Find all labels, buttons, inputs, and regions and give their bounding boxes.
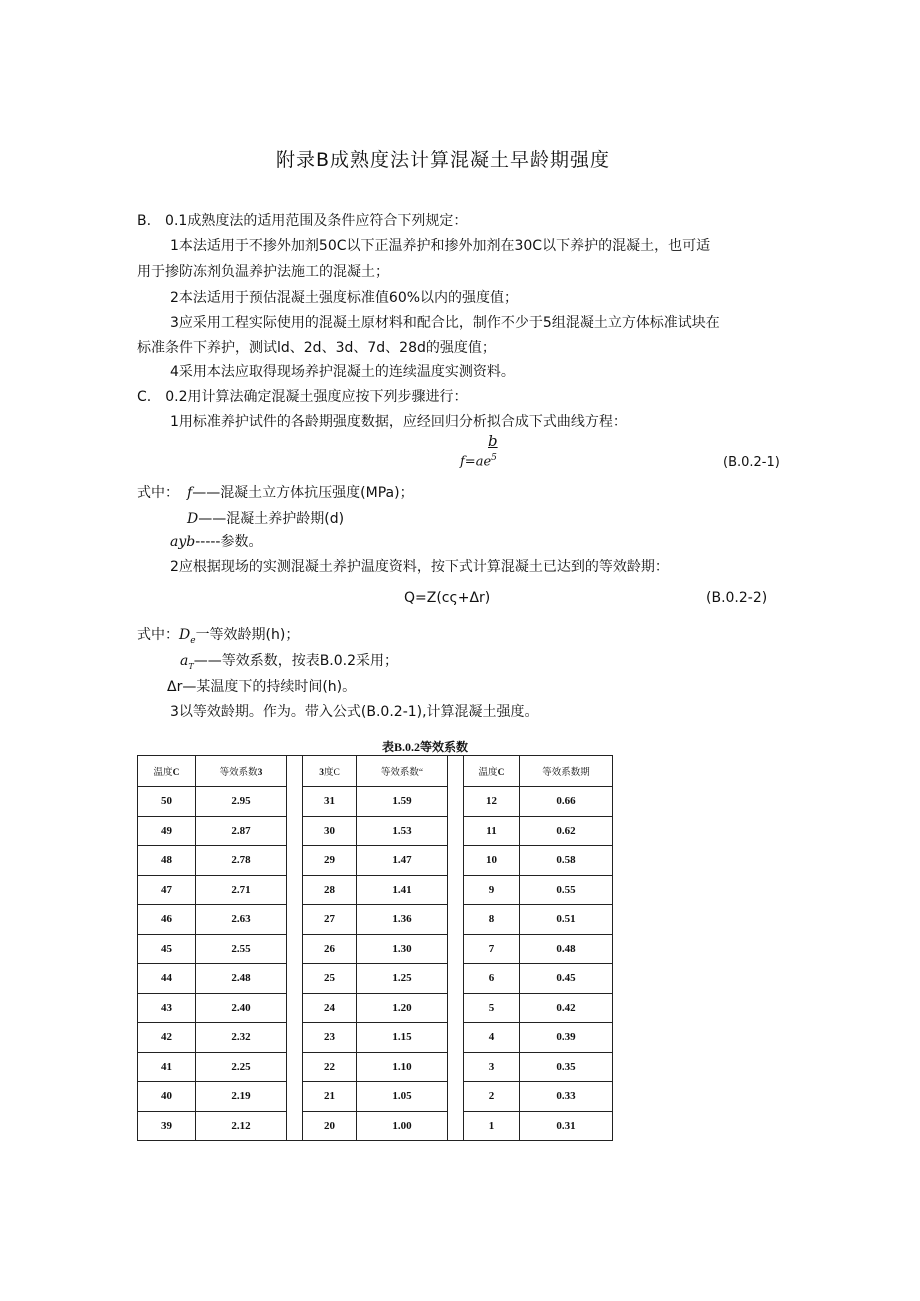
table-row bbox=[138, 964, 613, 994]
cell-temp-2: 21 bbox=[303, 1082, 357, 1112]
table-row bbox=[138, 1082, 613, 1112]
cell-temp-3: 12 bbox=[464, 787, 520, 817]
formula1 bbox=[460, 453, 497, 469]
cell-temp-1: 42 bbox=[138, 1023, 196, 1053]
cell-temp-3: 7 bbox=[464, 934, 520, 964]
cell-coef-1: 2.55 bbox=[196, 934, 287, 964]
clause-b01-item3-cont: 标准条件下养护，测试ld、2d、3d、7d、28d的强度值； bbox=[137, 340, 496, 356]
cell-temp-1: 41 bbox=[138, 1052, 196, 1082]
cell-temp-3: 10 bbox=[464, 846, 520, 876]
cell-temp-3: 9 bbox=[464, 875, 520, 905]
cell-coef-1: 2.95 bbox=[196, 787, 287, 817]
where3-symbol: ayb bbox=[170, 534, 196, 550]
cell-temp-2: 26 bbox=[303, 934, 357, 964]
cell-temp-1: 39 bbox=[138, 1111, 196, 1141]
table-row bbox=[138, 1052, 613, 1082]
cell-coef-1: 2.40 bbox=[196, 993, 287, 1023]
cell-temp-1: 44 bbox=[138, 964, 196, 994]
cell-temp-2: 28 bbox=[303, 875, 357, 905]
cell-temp-2: 23 bbox=[303, 1023, 357, 1053]
cell-temp-2: 29 bbox=[303, 846, 357, 876]
cell-coef-2: 1.10 bbox=[357, 1052, 448, 1082]
where3 bbox=[170, 531, 262, 551]
cell-temp-2: 31 bbox=[303, 787, 357, 817]
cell-temp-3: 6 bbox=[464, 964, 520, 994]
formula1-sup: 5 bbox=[491, 453, 497, 463]
cell-temp-2: 25 bbox=[303, 964, 357, 994]
where6: Δr—某温度下的持续时间(h)。 bbox=[167, 679, 357, 695]
header-coef-1: 等效系数3 bbox=[196, 756, 287, 787]
clause-c02-item1: 1用标准养护试件的各龄期强度数据，应经回归分析拟合成下式曲线方程： bbox=[170, 414, 627, 430]
where2-symbol: D bbox=[187, 511, 199, 527]
cell-coef-2: 1.41 bbox=[357, 875, 448, 905]
table-row bbox=[138, 816, 613, 846]
cell-temp-3: 5 bbox=[464, 993, 520, 1023]
cell-coef-1: 2.71 bbox=[196, 875, 287, 905]
table-row bbox=[138, 875, 613, 905]
where3-text: -----参数。 bbox=[195, 534, 263, 550]
cell-coef-2: 1.47 bbox=[357, 846, 448, 876]
cell-temp-3: 8 bbox=[464, 905, 520, 935]
table-row bbox=[138, 787, 613, 817]
cell-coef-1: 2.12 bbox=[196, 1111, 287, 1141]
cell-temp-2: 30 bbox=[303, 816, 357, 846]
where4-text: 一等效龄期(h)； bbox=[195, 627, 300, 643]
formula2: Q=Z(cς+Δr) bbox=[404, 590, 491, 606]
cell-coef-3: 0.45 bbox=[520, 964, 613, 994]
where1 bbox=[137, 482, 414, 502]
cell-temp-1: 48 bbox=[138, 846, 196, 876]
where1-label: 式中： bbox=[137, 485, 179, 501]
cell-coef-3: 0.51 bbox=[520, 905, 613, 935]
where5-symbol: a bbox=[180, 653, 189, 669]
cell-temp-2: 27 bbox=[303, 905, 357, 935]
table-row bbox=[138, 1111, 613, 1141]
clause-b01-item3: 3应采用工程实际使用的混凝土原材料和配合比，制作不少于5组混凝土立方体标准试块在 bbox=[170, 315, 720, 331]
cell-coef-1: 2.19 bbox=[196, 1082, 287, 1112]
cell-temp-2: 22 bbox=[303, 1052, 357, 1082]
where5-text: ——等效系数，按表B.0.2采用； bbox=[193, 653, 399, 669]
table-row bbox=[138, 934, 613, 964]
table-row bbox=[138, 846, 613, 876]
cell-coef-1: 2.63 bbox=[196, 905, 287, 935]
where4-label: 式中： bbox=[137, 627, 179, 643]
cell-coef-3: 0.66 bbox=[520, 787, 613, 817]
cell-coef-2: 1.20 bbox=[357, 993, 448, 1023]
table-row bbox=[138, 1023, 613, 1053]
cell-coef-3: 0.58 bbox=[520, 846, 613, 876]
header-temp-1: 温度C bbox=[138, 756, 196, 787]
table-gap-1 bbox=[287, 756, 303, 1141]
cell-coef-3: 0.62 bbox=[520, 816, 613, 846]
formula2-number: (B.0.2-2) bbox=[706, 590, 768, 606]
cell-temp-3: 4 bbox=[464, 1023, 520, 1053]
clause-b01: B. 0.1成熟度法的适用范围及条件应符合下列规定： bbox=[137, 213, 468, 229]
where5 bbox=[180, 650, 398, 671]
clause-b01-item2: 2本法适用于预估混凝土强度标准值60%以内的强度值； bbox=[170, 290, 519, 306]
cell-coef-2: 1.25 bbox=[357, 964, 448, 994]
cell-coef-2: 1.15 bbox=[357, 1023, 448, 1053]
cell-temp-1: 43 bbox=[138, 993, 196, 1023]
header-temp-2: 3度C bbox=[303, 756, 357, 787]
header-coef-3: 等效系数期 bbox=[520, 756, 613, 787]
clause-c02-item2: 2应根据现场的实测混凝土养护温度资料，按下式计算混凝土已达到的等效龄期： bbox=[170, 559, 669, 575]
clause-c02: C. 0.2用计算法确定混凝土强度应按下列步骤进行： bbox=[137, 389, 468, 405]
equivalent-coefficient-table bbox=[137, 755, 613, 1141]
cell-temp-2: 20 bbox=[303, 1111, 357, 1141]
cell-coef-2: 1.36 bbox=[357, 905, 448, 935]
header-coef-2: 等效系数“ bbox=[357, 756, 448, 787]
header-temp-3: 温度C bbox=[464, 756, 520, 787]
cell-temp-3: 2 bbox=[464, 1082, 520, 1112]
where1-text: ——混凝土立方体抗压强度(MPa)； bbox=[192, 485, 414, 501]
cell-coef-3: 0.31 bbox=[520, 1111, 613, 1141]
cell-coef-3: 0.55 bbox=[520, 875, 613, 905]
cell-coef-1: 2.87 bbox=[196, 816, 287, 846]
where4-subscript: e bbox=[190, 635, 196, 646]
where4 bbox=[137, 624, 299, 646]
cell-temp-3: 3 bbox=[464, 1052, 520, 1082]
cell-coef-2: 1.59 bbox=[357, 787, 448, 817]
cell-temp-1: 45 bbox=[138, 934, 196, 964]
table-gap-2 bbox=[448, 756, 464, 1141]
table-caption: 表B.0.2等效系数 bbox=[382, 740, 469, 754]
cell-coef-2: 1.53 bbox=[357, 816, 448, 846]
cell-coef-3: 0.42 bbox=[520, 993, 613, 1023]
cell-temp-2: 24 bbox=[303, 993, 357, 1023]
formula1-exponent-b: b bbox=[488, 432, 498, 450]
cell-coef-3: 0.39 bbox=[520, 1023, 613, 1053]
where4-symbol: D bbox=[179, 627, 191, 643]
table-row bbox=[138, 993, 613, 1023]
where1-symbol: f bbox=[187, 485, 193, 501]
cell-coef-1: 2.32 bbox=[196, 1023, 287, 1053]
cell-coef-2: 1.30 bbox=[357, 934, 448, 964]
cell-coef-1: 2.48 bbox=[196, 964, 287, 994]
where2-text: ——混凝土养护龄期(d) bbox=[198, 511, 345, 527]
cell-temp-3: 1 bbox=[464, 1111, 520, 1141]
clause-b01-item4: 4采用本法应取得现场养护混凝土的连续温度实测资料。 bbox=[170, 364, 515, 380]
cell-coef-1: 2.78 bbox=[196, 846, 287, 876]
cell-temp-1: 49 bbox=[138, 816, 196, 846]
cell-coef-3: 0.48 bbox=[520, 934, 613, 964]
formula1-number: (B.0.2-1) bbox=[723, 455, 780, 470]
page-title: 附录B成熟度法计算混凝土早龄期强度 bbox=[276, 149, 611, 171]
cell-temp-1: 40 bbox=[138, 1082, 196, 1112]
cell-coef-3: 0.35 bbox=[520, 1052, 613, 1082]
cell-temp-3: 11 bbox=[464, 816, 520, 846]
cell-temp-1: 47 bbox=[138, 875, 196, 905]
clause-c02-item3: 3以等效龄期。作为。带入公式(B.0.2-1),计算混凝土强度。 bbox=[170, 704, 539, 720]
cell-coef-1: 2.25 bbox=[196, 1052, 287, 1082]
cell-coef-2: 1.00 bbox=[357, 1111, 448, 1141]
where2 bbox=[187, 508, 344, 528]
cell-coef-2: 1.05 bbox=[357, 1082, 448, 1112]
formula1-main: f=ae bbox=[460, 454, 492, 470]
cell-temp-1: 50 bbox=[138, 787, 196, 817]
clause-b01-item1-cont: 用于掺防冻剂负温养护法施工的混凝土； bbox=[137, 264, 389, 280]
cell-coef-3: 0.33 bbox=[520, 1082, 613, 1112]
clause-b01-item1: 1本法适用于不掺外加剂50C以下正温养护和掺外加剂在30C以下养护的混凝土，也可适 bbox=[170, 238, 711, 254]
table-row bbox=[138, 905, 613, 935]
where5-subscript: T bbox=[188, 661, 194, 671]
cell-temp-1: 46 bbox=[138, 905, 196, 935]
table-header-row bbox=[138, 756, 613, 787]
